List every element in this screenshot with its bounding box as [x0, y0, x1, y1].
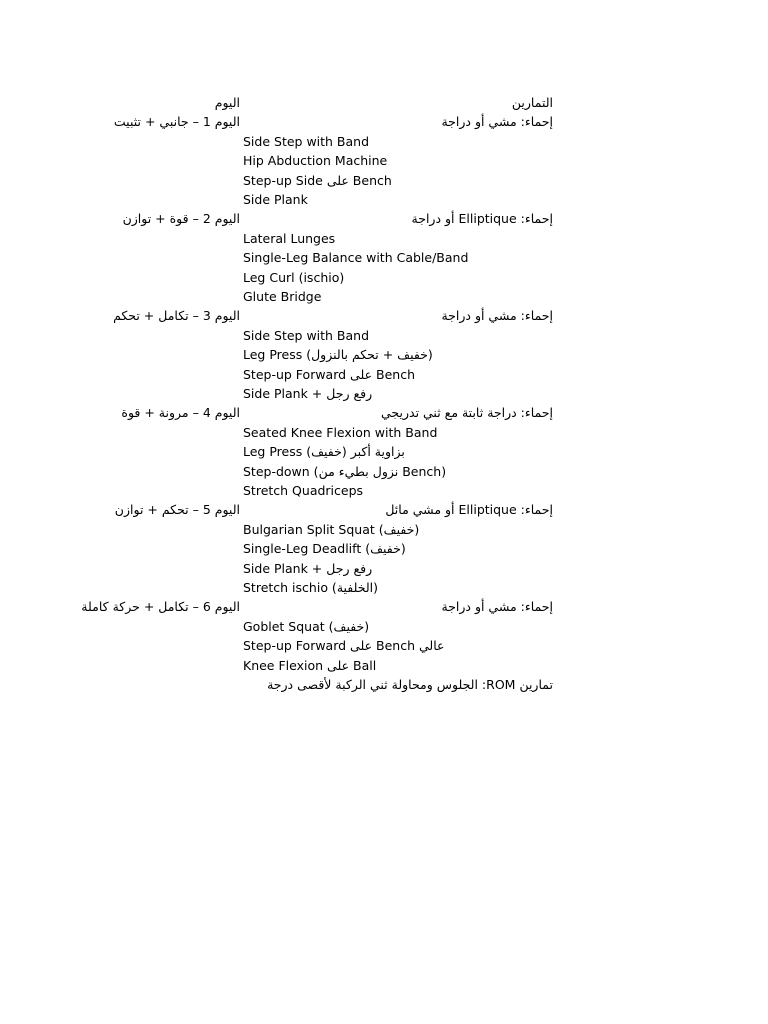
table-row	[0, 190, 768, 209]
table-row	[0, 597, 768, 616]
exercise-item: Step-down (نزول بطيء من Bench)	[243, 463, 447, 479]
warmup-text: إحماء: مشي أو دراجة	[441, 114, 553, 130]
day-title: اليوم 5 – تحكم + توازن	[114, 502, 240, 518]
warmup-text: إحماء: دراجة ثابتة مع ثني تدريجي	[381, 405, 553, 421]
exercise-item: Stretch Quadriceps	[243, 483, 364, 498]
table-row	[0, 248, 768, 267]
exercise-item: Leg Press (خفيف) بزاوية أكبر	[243, 444, 405, 460]
table-row	[0, 520, 768, 539]
exercise-item: Side Plank + رفع رجل	[243, 560, 373, 576]
table-row	[0, 171, 768, 190]
exercise-item: Bulgarian Split Squat (خفيف)	[243, 521, 420, 537]
exercise-item: Step-up Side على Bench	[243, 172, 392, 188]
warmup-text: إحماء: Elliptique أو مشي مائل	[385, 502, 553, 518]
table-row	[0, 656, 768, 675]
table-row	[0, 636, 768, 655]
day-title: اليوم 4 – مرونة + قوة	[121, 405, 240, 421]
warmup-text: تمارين ROM: الجلوس ومحاولة ثني الركبة لأقصى درجة	[267, 677, 553, 692]
day-title: اليوم 1 – جانبي + تثبيت	[113, 114, 240, 130]
table-row	[0, 403, 768, 422]
table-row	[0, 384, 768, 403]
table-row	[0, 578, 768, 597]
exercise-item: Lateral Lunges	[243, 230, 336, 246]
table-row	[0, 481, 768, 500]
day-column-header: اليوم	[214, 95, 240, 110]
exercises-column-header: التمارين	[511, 95, 553, 110]
table-row	[0, 442, 768, 461]
table-row	[0, 462, 768, 481]
exercise-item: Stretch ischio (الخلفية)	[243, 580, 378, 595]
table-row	[0, 229, 768, 248]
day-title: اليوم 2 – قوة + توازن	[122, 211, 240, 227]
exercise-item: Seated Knee Flexion with Band	[243, 424, 438, 440]
table-row	[0, 268, 768, 287]
table-row	[0, 345, 768, 364]
warmup-text: إحماء: مشي أو دراجة	[441, 308, 553, 324]
table-row	[0, 326, 768, 345]
warmup-text: إحماء: مشي أو دراجة	[441, 599, 553, 615]
header-row	[0, 93, 768, 112]
exercise-item: Side Step with Band	[243, 327, 370, 343]
table-row	[0, 423, 768, 442]
warmup-text: إحماء: Elliptique أو دراجة	[411, 211, 553, 227]
exercise-item: Glute Bridge	[243, 289, 322, 304]
exercise-item: Goblet Squat (خفيف)	[243, 618, 370, 634]
exercise-item: Leg Curl (ischio)	[243, 269, 345, 285]
table-row	[0, 151, 768, 170]
table-row	[0, 559, 768, 578]
exercise-item: Single-Leg Deadlift (خفيف)	[243, 541, 406, 557]
table-row	[0, 617, 768, 636]
exercise-item: Side Plank + رفع رجل	[243, 386, 373, 401]
table-row	[0, 500, 768, 519]
exercise-item: Side Step with Band	[243, 133, 370, 149]
exercise-item: Step-up Forward على Bench عالي	[243, 638, 445, 654]
table-row	[0, 209, 768, 228]
table-row	[0, 287, 768, 306]
table-row	[0, 539, 768, 558]
table-row	[0, 365, 768, 384]
exercise-item: Step-up Forward على Bench	[243, 366, 416, 382]
table-row	[0, 132, 768, 151]
exercise-item: Side Plank	[243, 192, 308, 207]
exercise-item: Leg Press (خفيف + تحكم بالنزول)	[243, 347, 433, 363]
day-title: اليوم 3 – تكامل + تحكم	[113, 308, 240, 324]
table-row	[0, 306, 768, 325]
exercise-item: Single-Leg Balance with Cable/Band	[243, 250, 469, 266]
table-row	[0, 112, 768, 131]
exercise-item: Hip Abduction Machine	[243, 153, 388, 169]
day-title: اليوم 6 – تكامل + حركة كاملة	[81, 599, 240, 615]
table-row	[0, 675, 768, 694]
exercise-item: Knee Flexion على Ball	[243, 657, 377, 673]
